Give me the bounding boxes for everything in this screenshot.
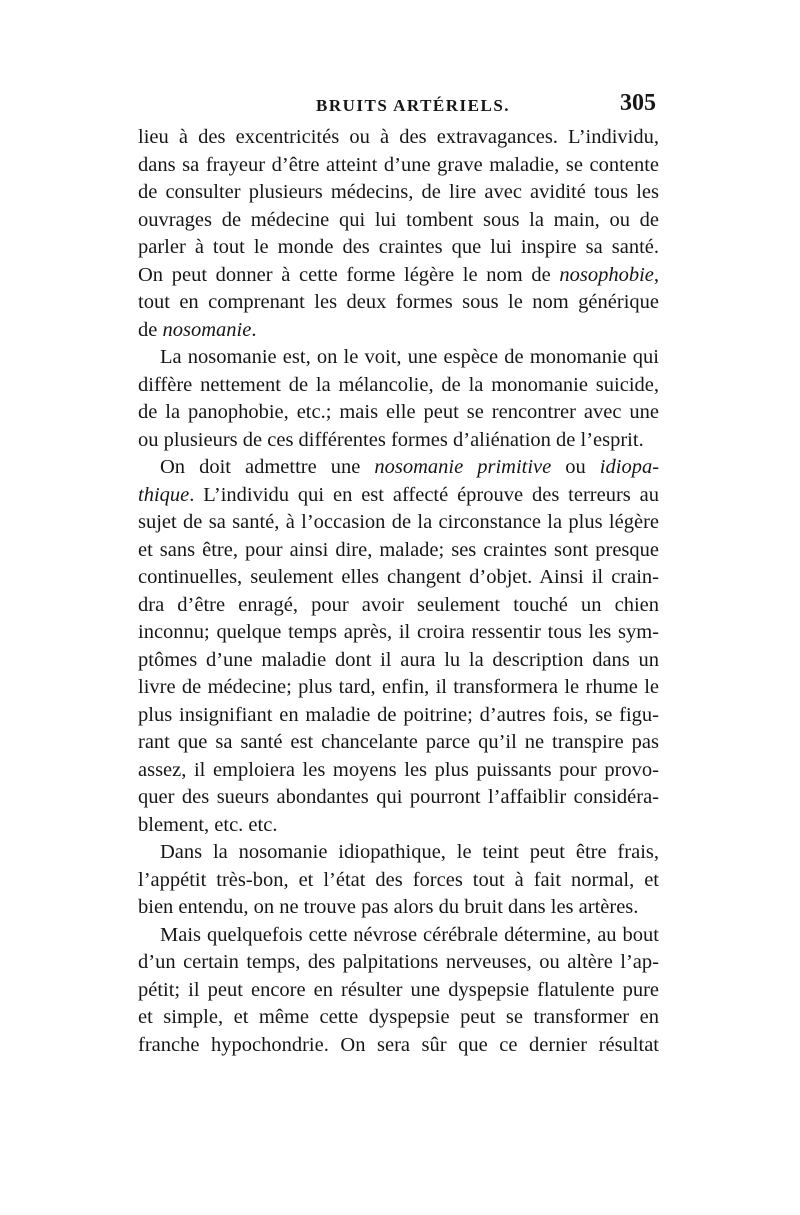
text-line: tout en comprenant les deux formes sous le nom générique — [138, 291, 659, 313]
body-text — [138, 124, 659, 1059]
text-line — [138, 262, 659, 290]
text-line: La nosomanie est, on le voit, une espèce de monomanie qui — [160, 346, 659, 368]
text-run: On peut donner à cette forme légère le nom de — [138, 263, 560, 286]
italic-term: nosomanie primitive — [374, 456, 552, 478]
italic-term: nosomanie — [162, 318, 252, 341]
text-line: dra d’être enragé, pour avoir seulement touché un chien — [138, 593, 659, 616]
text-line: de consulter plusieurs médecins, de lire avec avidité tous les — [138, 181, 659, 203]
text-line: de la panophobie, etc.; mais elle peut se rencontrer avec une — [138, 401, 659, 423]
text-run: , — [653, 263, 659, 286]
page-number: 305 — [620, 90, 656, 116]
text-line: ptômes d’une maladie dont il aura lu la description dans un — [138, 648, 659, 671]
text-run: ou — [551, 456, 600, 478]
text-run: . — [251, 318, 257, 341]
text-line — [138, 482, 659, 510]
text-line: lieu à des excentricités ou à des extravagances. L’individu, — [138, 126, 659, 148]
text-line: pétit; il peut encore en résulter une dyspepsie flatulente pure — [138, 978, 659, 1001]
text-line: sujet de sa santé, à l’occasion de la circonstance la plus légère — [138, 511, 659, 533]
text-run: . L’individu qui en est affecté éprouve des terreurs au — [189, 483, 659, 506]
text-line: et sans être, pour ainsi dire, malade; ses craintes sont presque — [138, 538, 659, 561]
text-line: bien entendu, on ne trouve pas alors du bruit dans les artères. — [138, 896, 639, 918]
text-line: franche hypochondrie. On sera sûr que ce dernier résultat — [138, 1033, 659, 1056]
text-line: Dans la nosomanie idiopathique, le teint peut être frais, — [160, 841, 659, 863]
text-line — [138, 454, 659, 482]
running-header — [138, 92, 658, 122]
italic-term: thique — [138, 483, 190, 506]
text-line: diffère nettement de la mélancolie, de la monomanie suicide, — [138, 373, 659, 396]
text-line — [138, 317, 659, 345]
text-line: plus insignifiant en maladie de poitrine; d’autres fois, se figu- — [138, 703, 659, 726]
italic-term: nosophobie — [559, 263, 654, 286]
text-line: rant que sa santé est chancelante parce qu’il ne transpire pas — [138, 731, 659, 753]
text-line: livre de médecine; plus tard, enfin, il transformera le rhume le — [138, 676, 659, 698]
text-line: Mais quelquefois cette névrose cérébrale détermine, au bout — [160, 923, 659, 946]
text-line: ou plusieurs de ces différentes formes d’aliénation de l’esprit. — [138, 428, 644, 451]
italic-term: idiopa- — [599, 456, 659, 478]
text-line: dans sa frayeur d’être atteint d’une grave maladie, se contente — [138, 153, 659, 176]
text-line: l’appétit très-bon, et l’état des forces tout à fait normal, et — [138, 868, 659, 891]
text-line: inconnu; quelque temps après, il croira ressentir tous les sym- — [138, 621, 659, 643]
text-line: et simple, et même cette dyspepsie peut se transformer en — [138, 1006, 659, 1028]
text-line: blement, etc. etc. — [138, 813, 278, 836]
text-line: continuelles, seulement elles changent d’objet. Ainsi il crain- — [138, 566, 659, 588]
text-line: ouvrages de médecine qui lui tombent sous la main, ou de — [138, 208, 659, 231]
text-line: parler à tout le monde des craintes que lui inspire sa santé. — [138, 236, 659, 258]
text-run: de — [138, 318, 163, 341]
running-title: BRUITS ARTÉRIELS. — [316, 96, 511, 115]
text-run: On doit admettre une — [160, 456, 375, 478]
text-line: quer des sueurs abondantes qui pourront l’affaiblir considéra- — [138, 786, 659, 808]
text-line: assez, il emploiera les moyens les plus puissants pour provo- — [138, 758, 659, 781]
text-line: d’un certain temps, des palpitations nerveuses, ou altère l’ap- — [138, 951, 659, 973]
